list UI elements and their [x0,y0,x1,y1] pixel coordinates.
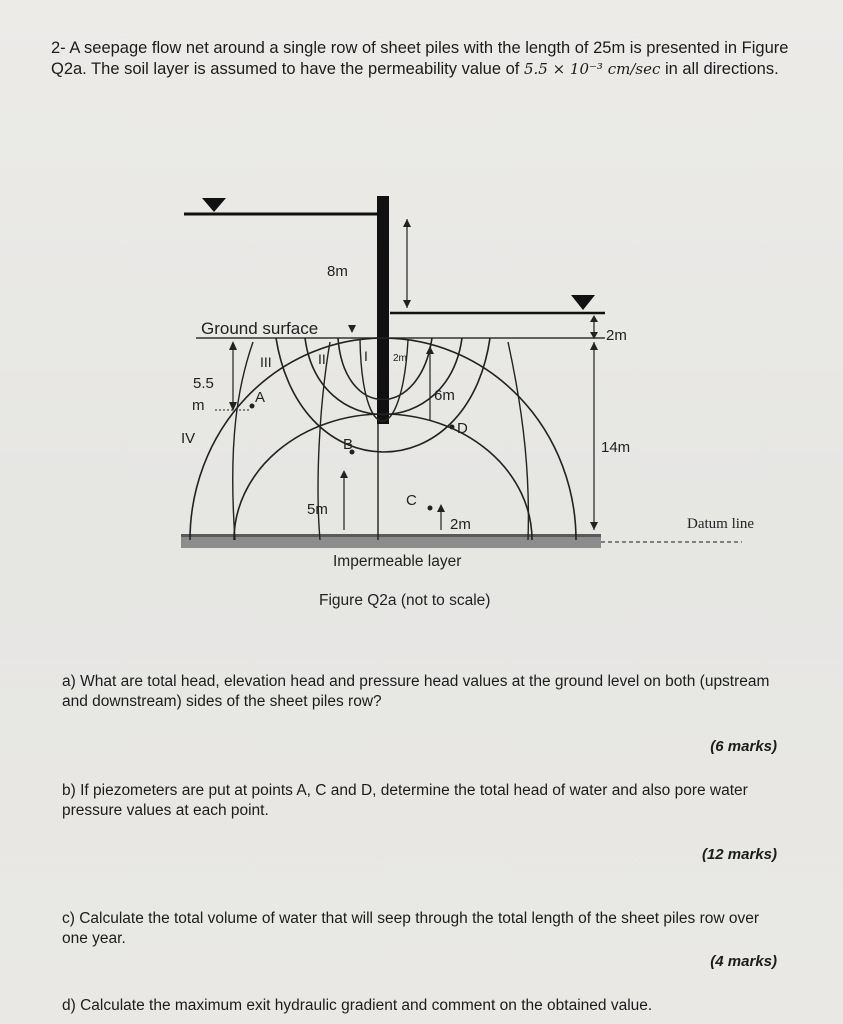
label-6m: 6m [434,387,455,404]
label-m: m [192,397,205,414]
ground-surface-arrow [348,325,356,333]
point-a-marker [250,404,255,409]
downstream-water-triangle [571,295,595,310]
question-c: c) Calculate the total volume of water that will seep through the total length of the sheet piles row over one year. [62,910,760,947]
question-d: d) Calculate the maximum exit hydraulic gradient and comment on the obtained value. [62,997,653,1014]
dim-5m-arrow-up [340,470,348,478]
dim-arrow-up [229,341,237,350]
label-5m: 5m [307,501,328,518]
upstream-water-triangle [202,198,226,212]
point-c-marker [428,506,433,511]
label-iii: III [260,354,272,370]
label-point-d: D [457,420,468,437]
impermeable-layer-edge [181,534,601,537]
dim-6m-arrow-up [426,346,434,354]
equipotential-line-downstream [508,342,528,540]
question-a-marks: (6 marks) [710,738,777,755]
label-datum-line: Datum line [687,516,755,532]
label-ii: II [318,351,326,367]
question-c-marks: (4 marks) [710,953,777,970]
flow-line-2 [234,414,532,540]
question-a: a) What are total head, elevation head and pressure head values at the ground level on both (upstream and downstream) sides of the sheet piles row? [62,673,770,710]
dim-14m-arrow-down [590,522,598,530]
label-2m-small: 2m [393,353,407,364]
label-point-b: B [343,436,354,453]
dim-14m-arrow-up [590,342,598,350]
label-5-5: 5.5 [193,375,214,392]
label-point-c: C [406,492,417,509]
question-b: b) If piezometers are put at points A, C and D, determine the total head of water and also pore water pressure values at each point. [62,782,748,819]
label-ground-surface: Ground surface [201,319,319,338]
dim-8m-arrow-down [403,300,411,308]
dim-2m-bottom-arrow [437,504,445,512]
label-iv: IV [181,430,196,447]
label-impermeable-layer: Impermeable layer [333,553,462,570]
intro-suffix: in all directions. [660,60,779,78]
dim-2m-arrow-up [590,315,598,322]
dim-8m-arrow-up [403,219,411,227]
question-b-marks: (12 marks) [701,846,777,863]
equipotential-line-upstream [233,342,253,540]
figure-caption: Figure Q2a (not to scale) [319,592,491,609]
intro-text: 2- A seepage flow net around a single row of sheet piles with the length of 25m is presented in Figure Q2a. The soil layer is assumed to have the permeability value of [51,39,789,78]
point-d-marker [450,425,455,430]
permeability-value: 5.5 × 10⁻³ cm/sec [523,60,661,78]
label-2m-bottom: 2m [450,516,471,533]
label-14m: 14m [601,439,631,456]
label-8m: 8m [327,263,348,280]
sheet-pile [377,196,389,424]
label-i: I [364,348,368,364]
label-point-a: A [255,389,266,406]
label-2m-top: 2m [606,327,627,344]
